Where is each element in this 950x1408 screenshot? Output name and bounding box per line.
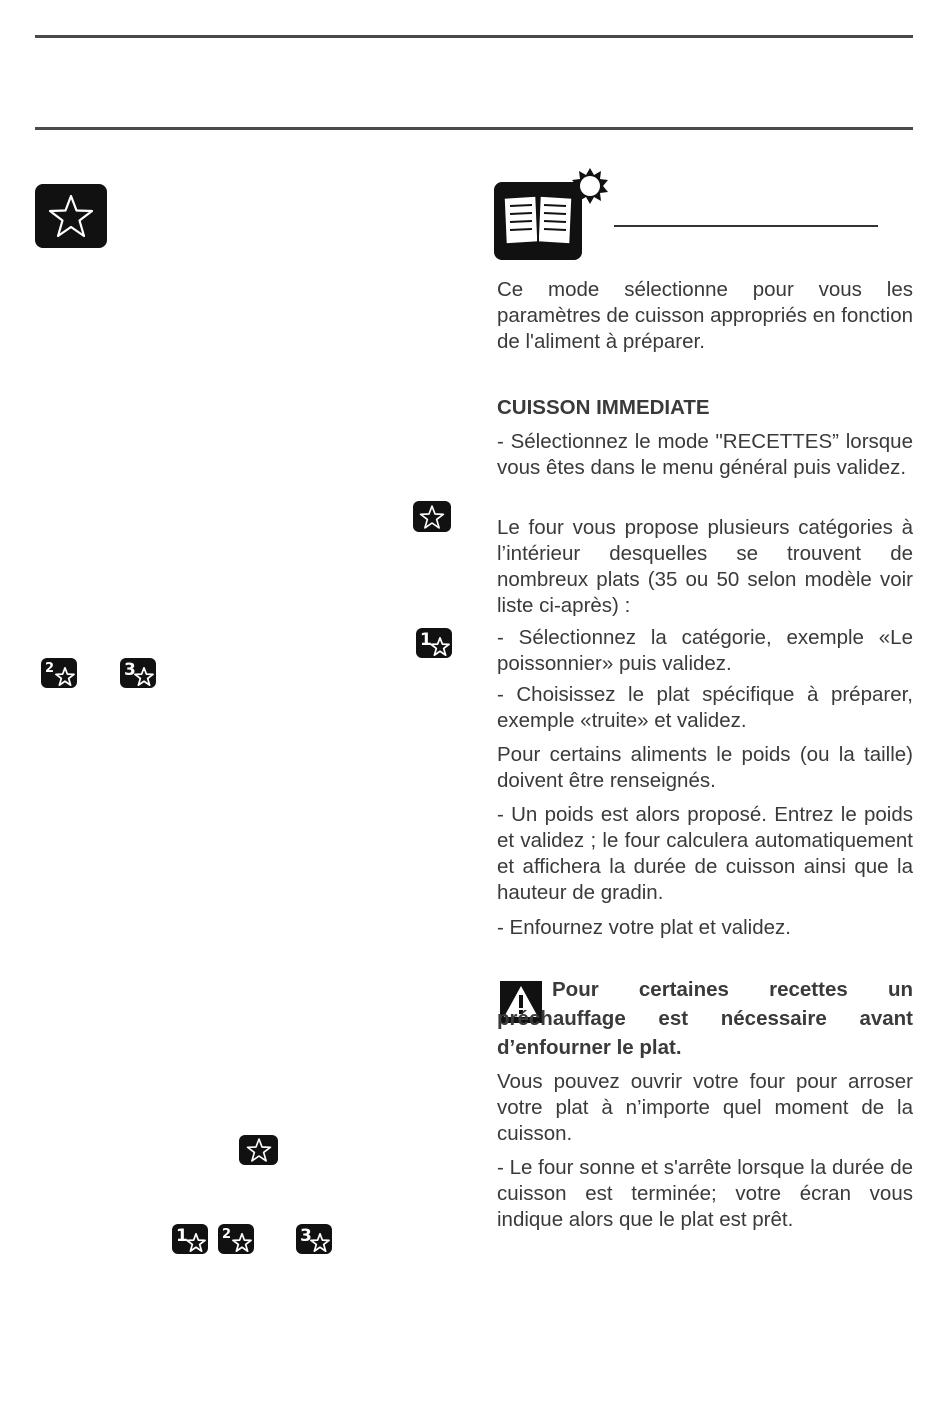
recipe-1-icon-lower: 1 [172, 1224, 208, 1254]
section-title-underline [614, 225, 878, 227]
recipe-3-icon: 3 [120, 658, 156, 688]
star-mode-icon [35, 184, 107, 248]
step-5: Pour certains aliments le poids (ou la taille) doivent être renseignés. [497, 743, 913, 792]
star-icon [419, 505, 445, 529]
star-icon [430, 637, 450, 656]
after-warning-1: Vous pouvez ouvrir votre four pour arroser votre plat à n’importe quel moment de la cuisson. [497, 1070, 913, 1145]
star-icon [186, 1233, 206, 1252]
after-warning-2: - Le four sonne et s'arrête lorsque la durée de cuisson est terminée; votre écran vous indique alors que le plat est prêt. [497, 1156, 913, 1231]
recipe-book-icon [494, 168, 610, 260]
star-icon [134, 667, 154, 686]
step-4: - Choisissez le plat spécifique à préparer, exemple «truite» et validez. [497, 683, 913, 732]
star-button-icon-lower [239, 1135, 278, 1165]
warning-text: Pour certaines recettes un préchauffage est nécessaire avant d’enfourner le plat. [497, 978, 913, 1059]
header-rule-top [35, 35, 913, 38]
step-2: Le four vous propose plusieurs catégories à l’intérieur desquelles se trouvent de nombreux plats (35 ou 50 selon modèle voir liste ci-après) : [497, 516, 913, 617]
recipe-2-icon: 2 [41, 658, 77, 688]
step-7: - Enfournez votre plat et validez. [497, 916, 791, 939]
star-button-icon [413, 501, 451, 532]
header-rule-bottom [35, 127, 913, 130]
recipe-3-icon-lower: 3 [296, 1224, 332, 1254]
mode-description: Ce mode sélectionne pour vous les paramètres de cuisson appropriés en fonction de l'aliment à préparer. [497, 278, 913, 353]
star-icon [232, 1233, 252, 1252]
recipe-1-icon: 1 [416, 628, 452, 658]
step-6: - Un poids est alors proposé. Entrez le poids et validez ; le four calculera automatiquement et affichera la durée de cuisson ainsi que la hauteur de gradin. [497, 803, 913, 904]
step-3: - Sélectionnez la catégorie, exemple «Le poissonnier» puis validez. [497, 626, 913, 675]
recipe-2-icon-lower: 2 [218, 1224, 254, 1254]
step-1: - Sélectionnez le mode "RECETTES” lorsque vous êtes dans le menu général puis validez. [497, 430, 913, 479]
star-icon [310, 1233, 330, 1252]
star-icon [246, 1138, 272, 1162]
star-icon [55, 667, 75, 686]
star-icon [48, 194, 94, 238]
section-heading: CUISSON IMMEDIATE [497, 396, 710, 419]
